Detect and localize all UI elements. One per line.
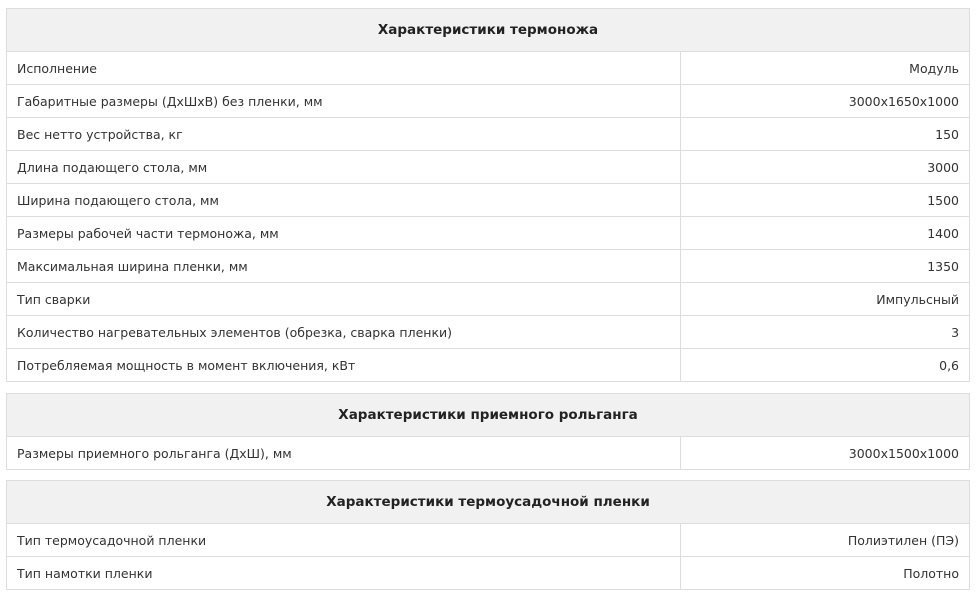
- spec-table-roller-conveyor: [6, 393, 970, 470]
- row-value: Модуль: [681, 52, 970, 85]
- row-label: Ширина подающего стола, мм: [7, 184, 681, 217]
- row-value: 3000: [681, 151, 970, 184]
- table-row: [7, 184, 970, 217]
- table-row: [7, 217, 970, 250]
- section-title: Характеристики приемного рольганга: [7, 394, 970, 437]
- row-label: Тип термоусадочной пленки: [7, 524, 681, 557]
- table-row: [7, 85, 970, 118]
- row-label: Количество нагревательных элементов (обрезка, сварка пленки): [7, 316, 681, 349]
- row-value: 1500: [681, 184, 970, 217]
- row-value: Полотно: [681, 557, 970, 590]
- row-label: Размеры рабочей части термоножа, мм: [7, 217, 681, 250]
- section-title: Характеристики термоножа: [7, 9, 970, 52]
- table-row: [7, 557, 970, 590]
- table-row: [7, 283, 970, 316]
- table-header-row: [7, 481, 970, 524]
- table-header-row: [7, 394, 970, 437]
- table-header-row: [7, 9, 970, 52]
- row-value: 1400: [681, 217, 970, 250]
- table-row: [7, 437, 970, 470]
- row-value: Полиэтилен (ПЭ): [681, 524, 970, 557]
- table-row: [7, 349, 970, 382]
- table-row: [7, 250, 970, 283]
- row-value: 3000х1650х1000: [681, 85, 970, 118]
- row-value: 3000х1500х1000: [681, 437, 970, 470]
- row-label: Габаритные размеры (ДхШхВ) без пленки, мм: [7, 85, 681, 118]
- row-label: Исполнение: [7, 52, 681, 85]
- row-label: Тип намотки пленки: [7, 557, 681, 590]
- table-row: [7, 524, 970, 557]
- row-label: Размеры приемного рольганга (ДхШ), мм: [7, 437, 681, 470]
- row-value: 1350: [681, 250, 970, 283]
- table-row: [7, 151, 970, 184]
- row-label: Потребляемая мощность в момент включения, кВт: [7, 349, 681, 382]
- row-value: Импульсный: [681, 283, 970, 316]
- row-label: Длина подающего стола, мм: [7, 151, 681, 184]
- spec-table-thermoknife: [6, 8, 970, 382]
- spec-table-shrink-film: [6, 480, 970, 590]
- row-value: 0,6: [681, 349, 970, 382]
- row-value: 150: [681, 118, 970, 151]
- section-title: Характеристики термоусадочной пленки: [7, 481, 970, 524]
- row-label: Вес нетто устройства, кг: [7, 118, 681, 151]
- table-row: [7, 316, 970, 349]
- table-row: [7, 52, 970, 85]
- row-label: Тип сварки: [7, 283, 681, 316]
- row-value: 3: [681, 316, 970, 349]
- row-label: Максимальная ширина пленки, мм: [7, 250, 681, 283]
- table-row: [7, 118, 970, 151]
